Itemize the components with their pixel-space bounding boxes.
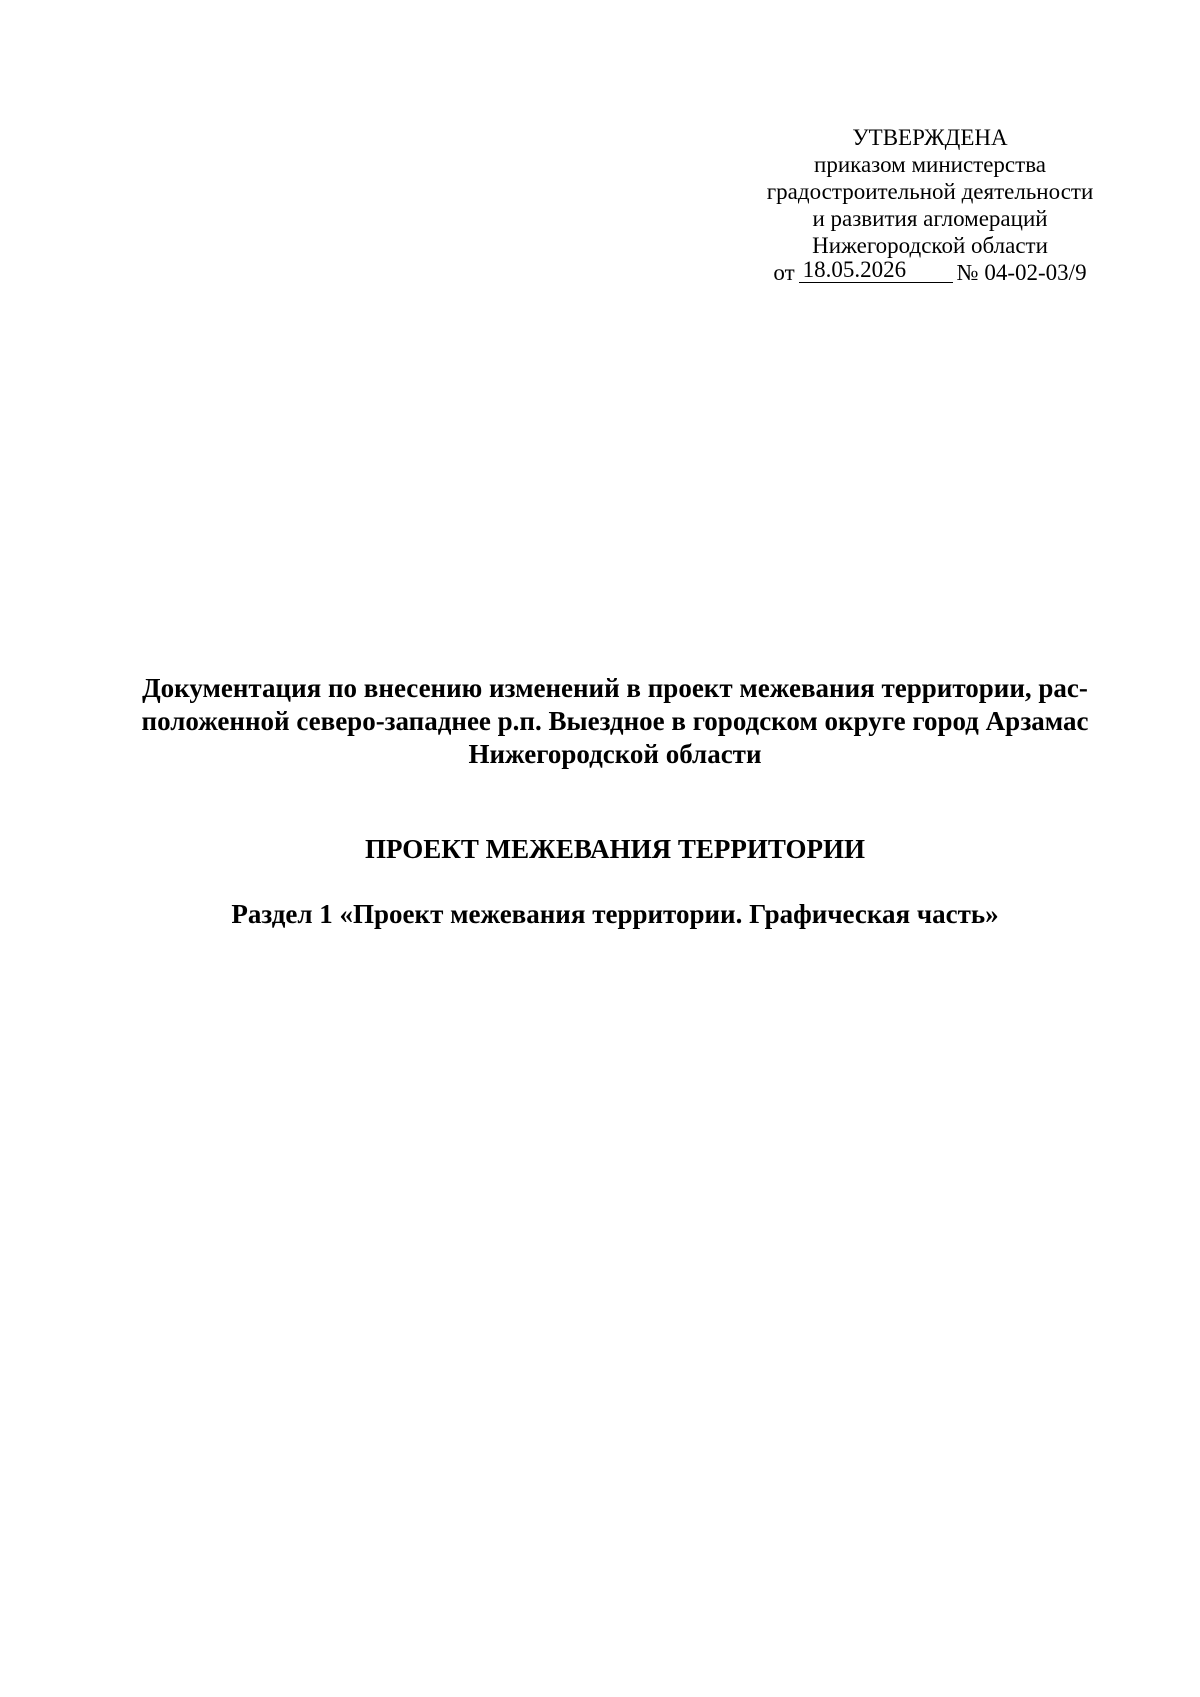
title-line: Документация по внесению изменений в проект межевания территории, рас- [142, 673, 1088, 703]
approval-line: градостроительной деятельности [766, 179, 1094, 204]
approval-line: приказом министерства [814, 152, 1046, 177]
approval-status: УТВЕРЖДЕНА [852, 125, 1008, 150]
document-title [110, 672, 1120, 771]
section-title: Раздел 1 «Проект межевания территории. Графическая часть» [231, 899, 999, 929]
approval-date: 18.05.2026 [799, 258, 953, 283]
project-heading: ПРОЕКТ МЕЖЕВАНИЯ ТЕРРИТОРИИ [364, 834, 866, 864]
approval-line: Нижегородской области [812, 233, 1048, 258]
order-number: № 04-02-03/9 [956, 260, 1087, 285]
title-line: положенной северо-западнее р.п. Выездное в городском округе город Арзамас [141, 706, 1089, 736]
approval-line: и развития агломераций [812, 206, 1048, 231]
approval-date-row [755, 259, 1105, 286]
approval-stamp [755, 124, 1105, 286]
title-line: Нижегородской области [468, 739, 762, 769]
date-prefix: от [773, 260, 795, 285]
